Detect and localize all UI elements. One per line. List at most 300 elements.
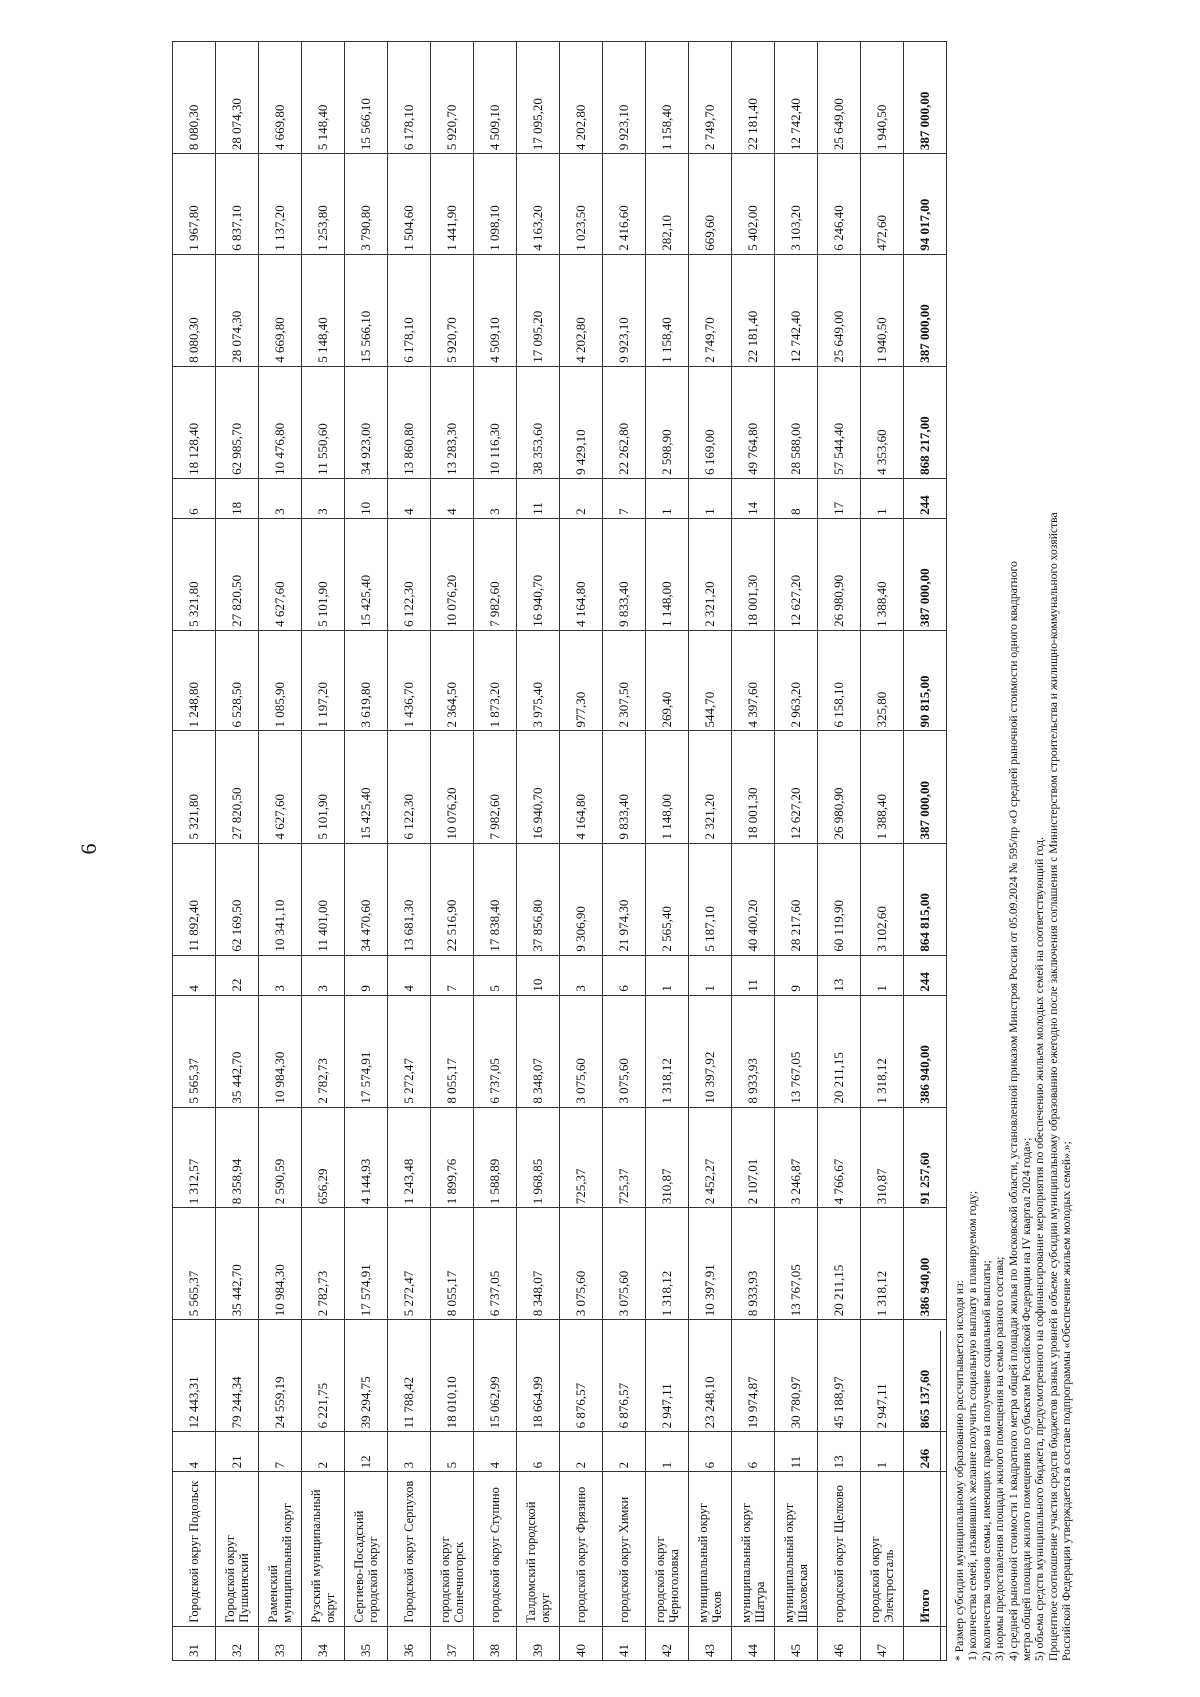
table-cell: 4 144,93	[345, 1107, 388, 1208]
row-number-cell: 44	[732, 1626, 775, 1660]
table-cell: 472,60	[861, 153, 904, 254]
table-cell: 4 766,67	[818, 1107, 861, 1208]
table-cell: 6 876,57	[560, 1319, 603, 1431]
table-cell: 325,80	[861, 630, 904, 731]
table-cell: 22 262,80	[603, 366, 646, 478]
table-cell: 34 923,00	[345, 366, 388, 478]
table-cell: 1 436,70	[388, 630, 431, 731]
table-cell: 11	[517, 478, 560, 518]
municipality-cell: городской округ Химки	[603, 1471, 646, 1625]
table-cell: 26 980,90	[818, 730, 861, 842]
footnote-line: Российской Федерации утверждается в составе подпрограммы «Обеспечение жильем молодых семей».»;	[1060, 1140, 1074, 1661]
table-cell: 1 248,80	[173, 630, 216, 731]
table-cell: 28 588,00	[775, 366, 818, 478]
table-cell: 9	[345, 955, 388, 995]
table-cell: 15 062,99	[474, 1319, 517, 1431]
table-cell: 17 574,91	[345, 995, 388, 1107]
table-cell: 4	[388, 478, 431, 518]
table-cell: 38 353,60	[517, 366, 560, 478]
table-cell: 8 358,94	[216, 1107, 259, 1208]
table-cell: 4 202,80	[560, 41, 603, 153]
municipality-cell: Городской округ Подольск	[173, 1471, 216, 1625]
table-cell: 8 348,07	[517, 1207, 560, 1319]
table-cell: 1	[646, 1431, 689, 1471]
table-cell: 8 348,07	[517, 995, 560, 1107]
table-cell: 62 985,70	[216, 366, 259, 478]
table-cell: 40 400,20	[732, 843, 775, 955]
table-cell: 18	[216, 478, 259, 518]
table-cell: 18 128,40	[173, 366, 216, 478]
table-cell: 2	[560, 478, 603, 518]
footnote-line: Процентное соотношение участия средств бюджетов разных уровней в объеме субсидии муниципальному образованию ежегодно после заключения соглашения с Министерством строительства и жилищно-коммунального хозяйства	[1046, 511, 1060, 1661]
table-cell: 8 055,17	[431, 1207, 474, 1319]
table-cell: 3 975,40	[517, 630, 560, 731]
table-cell: 5 920,70	[431, 41, 474, 153]
table-cell: 5 272,47	[388, 1207, 431, 1319]
table-cell: 10	[345, 478, 388, 518]
table-cell: 1 318,12	[646, 995, 689, 1107]
table-cell: 725,37	[603, 1107, 646, 1208]
table-cell: 5 272,47	[388, 995, 431, 1107]
table-cell: 1 967,80	[173, 153, 216, 254]
table-cell: 45 188,97	[818, 1319, 861, 1431]
row-number-cell: 38	[474, 1626, 517, 1660]
table-cell: 1 197,20	[302, 630, 345, 731]
table-cell: 11 550,60	[302, 366, 345, 478]
table-cell: 1 312,57	[173, 1107, 216, 1208]
table-cell: 977,30	[560, 630, 603, 731]
subsidy-table-body	[173, 41, 947, 1660]
table-cell: 49 764,80	[732, 366, 775, 478]
table-cell: 5 920,70	[431, 254, 474, 366]
table-cell: 244	[904, 955, 947, 995]
table-cell: 3 075,60	[560, 995, 603, 1107]
table-cell: 1 968,85	[517, 1107, 560, 1208]
municipality-cell: Городской округ Пушкинский	[216, 1471, 259, 1625]
table-cell: 13 681,30	[388, 843, 431, 955]
table-cell: 1	[689, 955, 732, 995]
table-row	[216, 41, 259, 1660]
table-cell: 15 425,40	[345, 518, 388, 630]
table-cell: 18 001,30	[732, 518, 775, 630]
table-cell: 17 838,40	[474, 843, 517, 955]
table-cell: 27 820,50	[216, 730, 259, 842]
table-cell: 2 364,50	[431, 630, 474, 731]
table-cell: 8 080,30	[173, 254, 216, 366]
table-cell: 27 820,50	[216, 518, 259, 630]
table-cell: 15 566,10	[345, 254, 388, 366]
table-cell: 4 163,20	[517, 153, 560, 254]
table-cell: 6 122,30	[388, 730, 431, 842]
footnote-line: * Размер субсидии муниципальному образованию рассчитывается исходя из:	[953, 1279, 966, 1661]
row-number-cell: 40	[560, 1626, 603, 1660]
table-cell: 865 137,60	[904, 1319, 947, 1431]
table-cell: 5 101,90	[302, 730, 345, 842]
table-cell: 13 767,05	[775, 1207, 818, 1319]
municipality-cell: Итого	[904, 1471, 947, 1625]
table-cell: 17 095,20	[517, 254, 560, 366]
table-cell: 9 923,10	[603, 254, 646, 366]
table-cell: 18 001,30	[732, 730, 775, 842]
table-cell: 2 416,60	[603, 153, 646, 254]
table-cell: 4	[173, 955, 216, 995]
row-number-cell: 42	[646, 1626, 689, 1660]
table-cell: 8 933,93	[732, 995, 775, 1107]
table-cell: 14	[732, 478, 775, 518]
table-cell: 387 000,00	[904, 730, 947, 842]
table-cell: 10 076,20	[431, 518, 474, 630]
table-row	[560, 41, 603, 1660]
table-cell: 244	[904, 478, 947, 518]
municipality-cell: муниципальный округ Шаховская	[775, 1471, 818, 1625]
table-cell: 8	[775, 478, 818, 518]
table-cell: 11 788,42	[388, 1319, 431, 1431]
table-cell: 25 649,00	[818, 254, 861, 366]
table-cell: 62 169,50	[216, 843, 259, 955]
table-cell: 6 246,40	[818, 153, 861, 254]
table-cell: 91 257,60	[904, 1107, 947, 1208]
table-row	[689, 41, 732, 1660]
table-cell: 4 669,80	[259, 41, 302, 153]
table-cell: 386 940,00	[904, 995, 947, 1107]
table-cell: 5 148,40	[302, 41, 345, 153]
table-cell: 19 974,87	[732, 1319, 775, 1431]
table-cell: 79 244,34	[216, 1319, 259, 1431]
table-row	[732, 41, 775, 1660]
table-cell: 5	[474, 955, 517, 995]
table-cell: 9 923,10	[603, 41, 646, 153]
table-cell: 2 947,11	[646, 1319, 689, 1431]
table-cell: 10 116,30	[474, 366, 517, 478]
table-cell: 2	[302, 1431, 345, 1471]
table-cell: 2 307,50	[603, 630, 646, 731]
row-number-cell: 47	[861, 1626, 904, 1660]
table-cell: 17 095,20	[517, 41, 560, 153]
table-cell: 21	[216, 1431, 259, 1471]
table-cell: 4 397,60	[732, 630, 775, 731]
table-row	[345, 41, 388, 1660]
row-number-cell: 32	[216, 1626, 259, 1660]
table-cell: 2 321,20	[689, 730, 732, 842]
table-cell: 16 940,70	[517, 518, 560, 630]
table-cell: 9 833,40	[603, 730, 646, 842]
table-cell: 6 178,10	[388, 254, 431, 366]
table-cell: 22 181,40	[732, 41, 775, 153]
table-cell: 60 119,90	[818, 843, 861, 955]
municipality-cell: городской округ Щелково	[818, 1471, 861, 1625]
table-cell: 6	[517, 1431, 560, 1471]
table-cell: 2 947,11	[861, 1319, 904, 1431]
table-cell: 387 000,00	[904, 254, 947, 366]
municipality-cell: Сергиево-Посадский городской округ	[345, 1471, 388, 1625]
table-cell: 1	[861, 478, 904, 518]
row-number-cell: 31	[173, 1626, 216, 1660]
table-cell: 3	[302, 478, 345, 518]
table-row	[861, 41, 904, 1660]
table-row	[474, 41, 517, 1660]
table-cell: 1 441,90	[431, 153, 474, 254]
table-row	[388, 41, 431, 1660]
table-cell: 12 443,31	[173, 1319, 216, 1431]
table-cell: 1 158,40	[646, 254, 689, 366]
table-cell: 3 075,60	[560, 1207, 603, 1319]
table-cell: 30 780,97	[775, 1319, 818, 1431]
row-number-cell: 41	[603, 1626, 646, 1660]
table-cell: 2 749,70	[689, 41, 732, 153]
table-cell: 12 742,40	[775, 41, 818, 153]
municipality-cell: муниципальный округ Шатура	[732, 1471, 775, 1625]
table-cell: 7 982,60	[474, 518, 517, 630]
table-cell: 26 980,90	[818, 518, 861, 630]
table-cell: 2	[560, 1431, 603, 1471]
table-cell: 1 023,50	[560, 153, 603, 254]
table-cell: 5 565,37	[173, 1207, 216, 1319]
table-cell: 3	[560, 955, 603, 995]
table-cell: 28 074,30	[216, 41, 259, 153]
table-cell: 8 080,30	[173, 41, 216, 153]
table-row	[517, 41, 560, 1660]
table-cell: 11 892,40	[173, 843, 216, 955]
table-cell: 6 169,00	[689, 366, 732, 478]
table-cell: 12 742,40	[775, 254, 818, 366]
table-cell: 10 397,92	[689, 995, 732, 1107]
table-cell: 3	[259, 478, 302, 518]
table-cell: 20 211,15	[818, 995, 861, 1107]
table-cell: 16 940,70	[517, 730, 560, 842]
table-cell: 5 402,00	[732, 153, 775, 254]
footnote-line: 2) количества членов семьи, имеющих право на получение социальной выплаты;	[979, 1259, 993, 1661]
row-number-cell: 33	[259, 1626, 302, 1660]
table-cell: 3 619,80	[345, 630, 388, 731]
table-cell: 1 318,12	[646, 1207, 689, 1319]
table-cell: 10 476,80	[259, 366, 302, 478]
table-cell: 4 509,10	[474, 254, 517, 366]
table-cell: 12	[345, 1431, 388, 1471]
table-cell: 9 429,10	[560, 366, 603, 478]
table-cell: 1 243,48	[388, 1107, 431, 1208]
table-cell: 1 253,80	[302, 153, 345, 254]
row-number-cell: 34	[302, 1626, 345, 1660]
table-cell: 20 211,15	[818, 1207, 861, 1319]
table-cell: 282,10	[646, 153, 689, 254]
table-cell: 17	[818, 478, 861, 518]
subsidy-table	[172, 41, 947, 1661]
table-cell: 13 283,30	[431, 366, 474, 478]
footnote-line: метра общей площади жилого помещения по субъектам Российской Федерации на IV квартал 2024 года»;	[1020, 1137, 1034, 1661]
row-number-cell: 39	[517, 1626, 560, 1660]
table-cell: 6	[689, 1431, 732, 1471]
table-cell: 9 833,40	[603, 518, 646, 630]
table-cell: 94 017,00	[904, 153, 947, 254]
municipality-cell: городской округ Фрязино	[560, 1471, 603, 1625]
table-cell: 386 940,00	[904, 1207, 947, 1319]
table-cell: 2 107,01	[732, 1107, 775, 1208]
table-cell: 15 566,10	[345, 41, 388, 153]
row-number-cell: 46	[818, 1626, 861, 1660]
table-cell: 4 669,80	[259, 254, 302, 366]
table-cell: 21 974,30	[603, 843, 646, 955]
table-cell: 1	[646, 478, 689, 518]
table-cell: 2 590,59	[259, 1107, 302, 1208]
table-cell: 10	[517, 955, 560, 995]
table-cell: 1 098,10	[474, 153, 517, 254]
table-cell: 6 178,10	[388, 41, 431, 153]
table-cell: 12 627,20	[775, 730, 818, 842]
table-cell: 669,60	[689, 153, 732, 254]
table-cell: 2 782,73	[302, 995, 345, 1107]
table-cell: 28 074,30	[216, 254, 259, 366]
table-cell: 13	[818, 1431, 861, 1471]
table-cell: 3 790,80	[345, 153, 388, 254]
table-row	[173, 41, 216, 1660]
table-cell: 1 388,40	[861, 730, 904, 842]
table-cell: 6 876,57	[603, 1319, 646, 1431]
table-cell: 1 388,40	[861, 518, 904, 630]
table-cell: 2 749,70	[689, 254, 732, 366]
table-cell: 37 856,80	[517, 843, 560, 955]
table-row	[775, 41, 818, 1660]
table-cell: 57 544,40	[818, 366, 861, 478]
table-cell: 1	[861, 955, 904, 995]
table-cell: 18 010,10	[431, 1319, 474, 1431]
table-row	[818, 41, 861, 1660]
row-number-cell: 45	[775, 1626, 818, 1660]
table-cell: 1 873,20	[474, 630, 517, 731]
row-number-cell: 35	[345, 1626, 388, 1660]
table-cell: 1 318,12	[861, 995, 904, 1107]
page-number: 6	[76, 843, 101, 854]
table-cell: 4 164,80	[560, 518, 603, 630]
table-cell: 3	[302, 955, 345, 995]
table-cell: 4 202,80	[560, 254, 603, 366]
subsidy-table-wrap	[172, 41, 947, 1661]
table-cell: 1 940,50	[861, 254, 904, 366]
municipality-cell: Рузский муниципальный округ	[302, 1471, 345, 1625]
table-cell: 3 246,87	[775, 1107, 818, 1208]
table-cell: 25 649,00	[818, 41, 861, 153]
table-cell: 4 627,60	[259, 518, 302, 630]
table-cell: 4 627,60	[259, 730, 302, 842]
municipality-cell: Раменский муниципальный округ	[259, 1471, 302, 1625]
table-cell: 5 187,10	[689, 843, 732, 955]
table-cell: 8 055,17	[431, 995, 474, 1107]
table-cell: 22	[216, 955, 259, 995]
table-cell: 6	[603, 955, 646, 995]
table-cell: 3 103,20	[775, 153, 818, 254]
table-cell: 28 217,60	[775, 843, 818, 955]
table-cell: 6 837,10	[216, 153, 259, 254]
table-cell: 4	[173, 1431, 216, 1471]
footnotes	[940, 41, 1074, 1661]
table-cell: 2 565,40	[646, 843, 689, 955]
table-cell: 2 452,27	[689, 1107, 732, 1208]
table-cell: 269,40	[646, 630, 689, 731]
footnote-divider	[940, 1331, 941, 1661]
municipality-cell: Талдомский городской округ	[517, 1471, 560, 1625]
row-number-cell: 37	[431, 1626, 474, 1660]
table-cell: 656,29	[302, 1107, 345, 1208]
table-cell: 1	[689, 478, 732, 518]
municipality-cell: городской округ Ступино	[474, 1471, 517, 1625]
table-cell: 5 321,80	[173, 518, 216, 630]
footnote-line: 5) объема средств муниципального бюджета, предусмотренного на софинансирование мероприятия по обеспечению жильем молодых семей на соответствующий год.	[1033, 836, 1047, 1661]
table-cell: 2 782,73	[302, 1207, 345, 1319]
table-cell: 7	[603, 478, 646, 518]
table-cell: 22 516,90	[431, 843, 474, 955]
table-cell: 1 504,60	[388, 153, 431, 254]
table-row	[302, 41, 345, 1660]
table-cell: 6 528,50	[216, 630, 259, 731]
table-cell: 10 984,30	[259, 995, 302, 1107]
table-cell: 1 148,00	[646, 518, 689, 630]
table-cell: 5 101,90	[302, 518, 345, 630]
table-cell: 6 221,75	[302, 1319, 345, 1431]
table-cell: 1 137,20	[259, 153, 302, 254]
table-cell: 22 181,40	[732, 254, 775, 366]
table-cell: 5 148,40	[302, 254, 345, 366]
table-cell: 7 982,60	[474, 730, 517, 842]
table-cell: 3	[388, 1431, 431, 1471]
table-cell: 5 321,80	[173, 730, 216, 842]
table-cell: 7	[259, 1431, 302, 1471]
table-cell: 4 164,80	[560, 730, 603, 842]
table-cell: 246	[904, 1431, 947, 1471]
table-cell: 1 588,89	[474, 1107, 517, 1208]
table-row	[259, 41, 302, 1660]
table-cell: 387 000,00	[904, 41, 947, 153]
footnote-line: 4) средней рыночной стоимости 1 квадратного метра общей площади жилья по Московской области, установленной приказом Минстроя России от 05.09.2024 № 595/пр «О средней рыночной стоимости одного квадратного	[1006, 560, 1020, 1661]
table-cell: 23 248,10	[689, 1319, 732, 1431]
table-cell: 34 470,60	[345, 843, 388, 955]
municipality-cell: городской округ Черноголовка	[646, 1471, 689, 1625]
table-cell: 17 574,91	[345, 1207, 388, 1319]
table-cell: 3 075,60	[603, 995, 646, 1107]
rotated-page	[40, 19, 1160, 1679]
table-cell: 90 815,00	[904, 630, 947, 731]
table-cell: 3	[259, 955, 302, 995]
table-cell: 6 737,05	[474, 1207, 517, 1319]
footnote-line: 1) количества семей, изъявивших желание получить социальную выплату в планируемом году;	[966, 1190, 980, 1661]
table-cell: 4 509,10	[474, 41, 517, 153]
table-cell: 2	[603, 1431, 646, 1471]
table-cell: 3	[474, 478, 517, 518]
table-cell: 4	[388, 955, 431, 995]
table-cell: 6 737,05	[474, 995, 517, 1107]
table-cell: 1	[861, 1431, 904, 1471]
table-cell: 2 598,90	[646, 366, 689, 478]
table-cell: 544,70	[689, 630, 732, 731]
table-cell: 7	[431, 955, 474, 995]
table-cell: 2 963,20	[775, 630, 818, 731]
table-cell: 864 815,00	[904, 843, 947, 955]
table-cell: 9 306,90	[560, 843, 603, 955]
table-cell: 6 122,30	[388, 518, 431, 630]
table-cell: 4 353,60	[861, 366, 904, 478]
table-cell: 3 102,60	[861, 843, 904, 955]
table-cell: 4	[474, 1431, 517, 1471]
table-cell: 39 294,75	[345, 1319, 388, 1431]
table-cell: 10 397,91	[689, 1207, 732, 1319]
table-cell: 1 940,50	[861, 41, 904, 153]
table-cell: 8 933,93	[732, 1207, 775, 1319]
table-cell: 310,87	[646, 1107, 689, 1208]
table-cell: 1 899,76	[431, 1107, 474, 1208]
table-cell: 6 158,10	[818, 630, 861, 731]
table-cell: 310,87	[861, 1107, 904, 1208]
table-cell: 10 076,20	[431, 730, 474, 842]
table-row	[603, 41, 646, 1660]
table-cell: 2 321,20	[689, 518, 732, 630]
